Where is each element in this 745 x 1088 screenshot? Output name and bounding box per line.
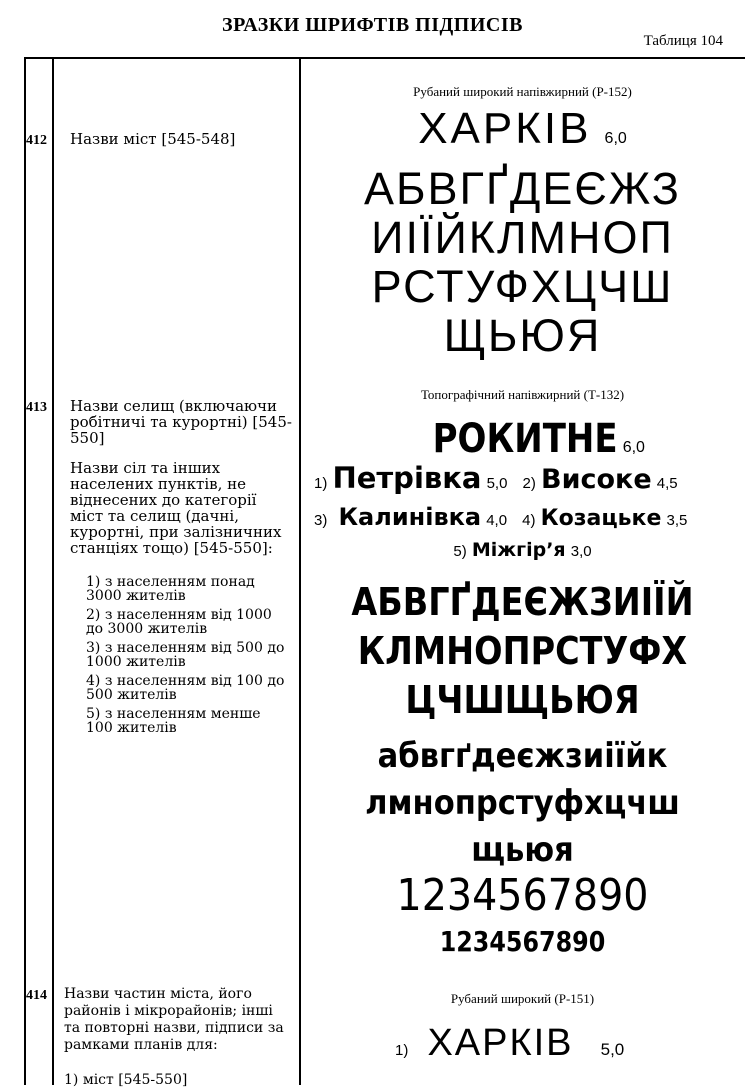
alphabet-t132-upper: АБВГҐДЕЄЖЗИІЇЙ КЛМНОПРСТУФХ ЦЧШЩЬЮЯ [351,580,694,722]
row-414-description: Назви частин міста, його районів і мікрорайонів; інші та повторні назви, підписи за рамками планів для: [64,986,284,1053]
list-item: 1) з населенням понад 3000 жителів [86,574,255,604]
row-413-description-villages: Назви сіл та інших населених пунктів, не віднесених до категорії міст та селищ (дачні, курортні, при залізничних станціях тощо) [545-550]: [70,459,282,557]
alphabet-t132-lower: абвгґдеєжзиіїйк лмнопрстуфхцчш щьюя [365,736,680,870]
samples-line-2: 3) Калинівка 4,0 4) Козацьке 3,5 [314,503,688,531]
digits-small: 1234567890 [439,925,606,958]
table-left-border [24,58,26,1085]
font-caption-t132: Топографічний напівжирний (Т-132) [420,387,625,402]
row-number-412: 412 [26,133,47,148]
list-item: 4) з населенням від 100 до 500 жителів [86,673,285,703]
alphabet-r152: АБВГҐДЕЄЖЗ ИІЇЙКЛМНОП РСТУФХЦЧШ ЩЬЮЯ [364,163,681,361]
samples-line-3: 5) Міжгір’я 3,0 [453,539,592,561]
table-number: Таблиця 104 [643,33,723,49]
table-top-border [24,57,745,59]
list-item: 3) з населенням від 500 до 1000 жителів [86,640,285,670]
sample-rokytne: РОКИТНЕ 6,0 [432,416,645,462]
sample-kharkiv-bold: ХАРКІВ 6,0 [418,104,627,153]
row-414-list-item: 1) міст [545-550] [64,1072,188,1088]
list-item: 5) з населенням менше 100 жителів [86,706,261,736]
list-item: 2) з населенням від 1000 до 3000 жителів [86,607,272,637]
font-caption-r152: Рубаний широкий напівжирний (Р-152) [413,84,632,99]
samples-line-1: 1) Петрівка 5,0 2) Високе 4,5 [314,461,678,495]
row-412-description: Назви міст [545-548] [70,130,236,148]
number-column-divider [52,58,54,1085]
sample-kharkiv-regular: 1) ХАРКІВ 5,0 [395,1022,625,1064]
population-list [86,575,291,735]
digits-large: 1234567890 [396,870,649,921]
row-number-413: 413 [26,400,47,415]
page-title: ЗРАЗКИ ШРИФТІВ ПІДПИСІВ [222,14,523,36]
font-caption-r151: Рубаний широкий (Р-151) [450,991,595,1006]
row-number-414: 414 [26,988,47,1003]
row-413-description-settlements: Назви селищ (включаючи робітничі та курортні) [545-550] [70,397,292,447]
